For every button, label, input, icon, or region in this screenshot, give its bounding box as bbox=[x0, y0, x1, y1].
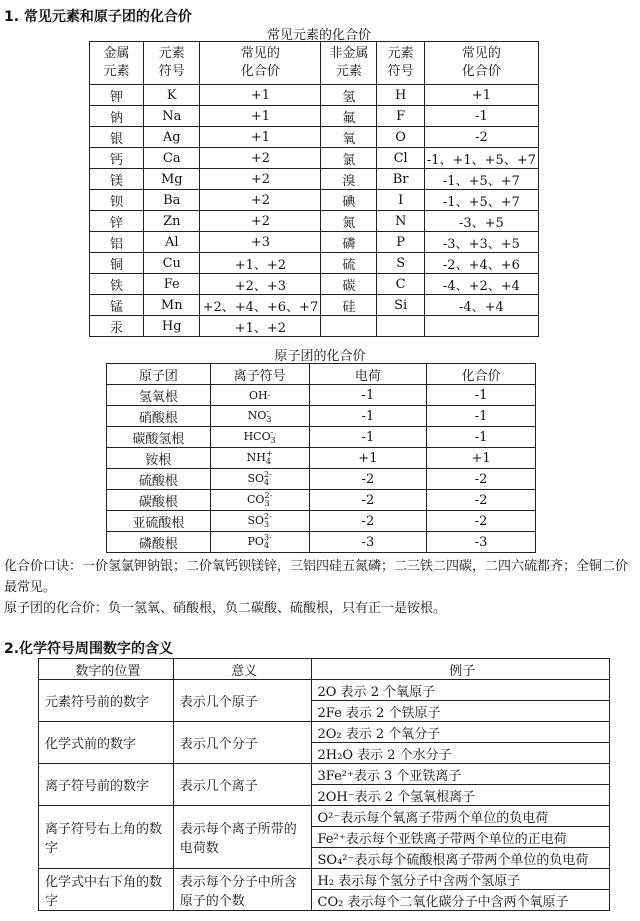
table1-cell bbox=[321, 316, 377, 337]
ion-base: HCO bbox=[243, 430, 271, 443]
ion-subscript: 3 bbox=[264, 499, 270, 508]
ion-base: NH bbox=[246, 451, 266, 464]
example-text: O²⁻表示每个氧离子带两个单位的负电荷 bbox=[311, 806, 610, 827]
table1-header-cell: 元素 符号 bbox=[144, 42, 200, 85]
table1-cell: 铁 bbox=[90, 274, 144, 295]
table1-cell bbox=[377, 316, 424, 337]
ion-symbol bbox=[210, 427, 309, 448]
table1-cell: -3、+3、+5 bbox=[424, 232, 538, 253]
table1-cell: 锰 bbox=[90, 295, 144, 316]
example-text: 2H₂O 表示 2 个水分子 bbox=[311, 743, 610, 764]
ion-charge-stack bbox=[264, 492, 272, 508]
ion-superscript: - bbox=[266, 407, 270, 416]
table-row bbox=[39, 764, 610, 785]
table3-header-cell: 数字的位置 bbox=[39, 659, 174, 680]
ion-charge: -1 bbox=[309, 427, 427, 448]
ion-base: SO bbox=[247, 514, 265, 527]
table1-cell: +2 bbox=[200, 211, 321, 232]
table-row bbox=[107, 469, 536, 490]
table-row bbox=[107, 490, 536, 511]
ion-charge: +1 bbox=[309, 448, 427, 469]
ion-subscript: 3 bbox=[270, 436, 276, 445]
table1-cell: 氮 bbox=[321, 211, 377, 232]
table1-cell: -3、+5 bbox=[424, 211, 538, 232]
table-row bbox=[90, 148, 539, 169]
ion-superscript: 3- bbox=[263, 533, 272, 542]
table3-header-row bbox=[39, 659, 610, 680]
ion-subscript: 3 bbox=[264, 520, 270, 529]
table-row bbox=[39, 680, 610, 701]
ion-superscript: + bbox=[265, 449, 273, 458]
ion-subscript: 3 bbox=[266, 415, 272, 424]
notes bbox=[4, 556, 638, 619]
ion-symbol bbox=[210, 469, 309, 490]
table-row bbox=[107, 511, 536, 532]
table1-cell: 碳 bbox=[321, 274, 377, 295]
table1-cell: 钙 bbox=[90, 148, 144, 169]
radical-name: 氢氧根 bbox=[107, 385, 211, 406]
table-row bbox=[90, 316, 539, 337]
table1-cell: 钠 bbox=[90, 106, 144, 127]
section2-title: 2.化学符号周围数字的含义 bbox=[4, 641, 174, 657]
example-text: 2O 表示 2 个氧原子 bbox=[311, 680, 610, 701]
table1-cell: Hg bbox=[144, 316, 200, 337]
table1-cell: Cu bbox=[144, 253, 200, 274]
table1-cell: Fe bbox=[144, 274, 200, 295]
radical-valence: -2 bbox=[427, 511, 536, 532]
table-row bbox=[90, 190, 539, 211]
table1-cell: N bbox=[377, 211, 424, 232]
ion-charge: -1 bbox=[309, 385, 427, 406]
table-row bbox=[90, 295, 539, 316]
radical-valence-note: 原子团的化合价：负一氢氧、硝酸根，负二碳酸、硫酸根，只有正一是铵根。 bbox=[4, 601, 447, 616]
table1-cell: Al bbox=[144, 232, 200, 253]
section1-title: 1. 常见元素和原子团的化合价 bbox=[4, 9, 192, 25]
table1-cell: O bbox=[377, 127, 424, 148]
number-position: 离子符号右上角的数字 bbox=[39, 806, 174, 869]
table1-cell: +1 bbox=[200, 127, 321, 148]
table1-cell: 氢 bbox=[321, 85, 377, 106]
table1-cell: 铜 bbox=[90, 253, 144, 274]
table-row bbox=[90, 253, 539, 274]
ion-charge: -2 bbox=[309, 490, 427, 511]
ion-superscript: - bbox=[267, 390, 271, 400]
table1-cell: +2、+4、+6、+7 bbox=[200, 295, 321, 316]
ion-superscript: 2- bbox=[264, 491, 273, 500]
table1-cell: 镁 bbox=[90, 169, 144, 190]
table1-cell: C bbox=[377, 274, 424, 295]
table1-cell: -4、+4 bbox=[424, 295, 538, 316]
ion-superscript: 2- bbox=[264, 470, 272, 479]
table-row bbox=[90, 106, 539, 127]
table1-cell: 碘 bbox=[321, 190, 377, 211]
example-text: Fe²⁺表示每个亚铁离子带两个单位的正电荷 bbox=[311, 827, 610, 848]
table3-header-cell: 意义 bbox=[173, 659, 311, 680]
table2-header-cell: 原子团 bbox=[107, 364, 211, 385]
ion-symbol bbox=[210, 490, 309, 511]
element-valence-table bbox=[89, 41, 539, 337]
table-row bbox=[107, 385, 536, 406]
ion-charge-stack bbox=[264, 534, 272, 550]
table1-header-row bbox=[90, 42, 539, 85]
table1-cell: 氧 bbox=[321, 127, 377, 148]
table1-cell: -1、+5、+7 bbox=[424, 190, 538, 211]
table1-header-cell: 元素 符号 bbox=[377, 42, 424, 85]
table1-cell: +1 bbox=[424, 85, 538, 106]
radical-name: 磷酸根 bbox=[107, 532, 211, 553]
table1-cell: 银 bbox=[90, 127, 144, 148]
table1-cell: 硅 bbox=[321, 295, 377, 316]
table1-caption: 常见元素的化合价 bbox=[266, 28, 371, 43]
table1-header-cell: 常见的 化合价 bbox=[424, 42, 538, 85]
table1-cell: +1 bbox=[200, 106, 321, 127]
table-row bbox=[39, 806, 610, 827]
ion-charge: -1 bbox=[309, 406, 427, 427]
example-text: 3Fe²⁺表示 3 个亚铁离子 bbox=[311, 764, 610, 785]
table1-cell: +2 bbox=[200, 148, 321, 169]
radical-name: 碳酸根 bbox=[107, 490, 211, 511]
table1-cell: K bbox=[144, 85, 200, 106]
table1-cell: 硫 bbox=[321, 253, 377, 274]
ion-symbol bbox=[210, 385, 309, 406]
table-row bbox=[90, 85, 539, 106]
table1-cell: 铝 bbox=[90, 232, 144, 253]
number-meaning-table bbox=[38, 658, 610, 911]
table1-cell: -1、+5、+7 bbox=[424, 169, 538, 190]
ion-charge-stack bbox=[264, 513, 272, 529]
table1-cell: +1、+2 bbox=[200, 253, 321, 274]
table1-cell: +2 bbox=[200, 190, 321, 211]
table-row bbox=[107, 427, 536, 448]
table1-cell: 溴 bbox=[321, 169, 377, 190]
example-text: SO₄²⁻表示每个硫酸根离子带两个单位的负电荷 bbox=[311, 848, 610, 869]
radical-valence: -2 bbox=[427, 490, 536, 511]
radical-name: 硫酸根 bbox=[107, 469, 211, 490]
number-meaning: 表示几个离子 bbox=[173, 764, 311, 806]
ion-charge: -2 bbox=[309, 469, 427, 490]
table1-cell: Na bbox=[144, 106, 200, 127]
table1-cell: 钡 bbox=[90, 190, 144, 211]
ion-symbol bbox=[210, 448, 309, 469]
table1-cell: +2、+3 bbox=[200, 274, 321, 295]
ion-charge-stack bbox=[268, 392, 271, 400]
ion-charge-stack bbox=[266, 450, 273, 466]
table1-cell: 钾 bbox=[90, 85, 144, 106]
table1-cell: F bbox=[377, 106, 424, 127]
table1-cell: Ca bbox=[144, 148, 200, 169]
table-row bbox=[90, 127, 539, 148]
table1-header-cell: 金属 元素 bbox=[90, 42, 144, 85]
table1-header-cell: 常见的 化合价 bbox=[200, 42, 321, 85]
radical-valence: -1 bbox=[427, 385, 536, 406]
ion-symbol bbox=[210, 511, 309, 532]
ion-charge-stack bbox=[271, 429, 276, 445]
number-meaning: 表示几个分子 bbox=[173, 722, 311, 764]
table1-cell: Mn bbox=[144, 295, 200, 316]
table1-cell: Mg bbox=[144, 169, 200, 190]
table1-cell: P bbox=[377, 232, 424, 253]
table3-header-cell: 例子 bbox=[311, 659, 610, 680]
radical-valence: -2 bbox=[427, 469, 536, 490]
table1-cell: 氯 bbox=[321, 148, 377, 169]
table1-cell: -2、+4、+6 bbox=[424, 253, 538, 274]
number-meaning: 表示每个分子中所含原子的个数 bbox=[173, 869, 311, 911]
table2-caption: 原子团的化合价 bbox=[274, 349, 366, 364]
table1-cell: Ba bbox=[144, 190, 200, 211]
ion-symbol bbox=[210, 406, 309, 427]
table1-cell: S bbox=[377, 253, 424, 274]
ion-base: CO bbox=[247, 493, 265, 506]
ion-charge-stack bbox=[264, 471, 272, 487]
table1-cell: +1、+2 bbox=[200, 316, 321, 337]
table1-cell: Cl bbox=[377, 148, 424, 169]
radical-valence: -3 bbox=[427, 532, 536, 553]
radical-valence-table bbox=[106, 363, 536, 553]
example-text: 2O₂ 表示 2 个氧分子 bbox=[311, 722, 610, 743]
number-position: 化学式中右下角的数字 bbox=[39, 869, 174, 911]
table-row bbox=[107, 448, 536, 469]
number-meaning: 表示每个离子所带的电荷数 bbox=[173, 806, 311, 869]
table-row bbox=[90, 169, 539, 190]
table1-cell: H bbox=[377, 85, 424, 106]
radical-name: 亚硫酸根 bbox=[107, 511, 211, 532]
table-row bbox=[39, 722, 610, 743]
table2-header-row bbox=[107, 364, 536, 385]
ion-symbol bbox=[210, 532, 309, 553]
table-row bbox=[90, 274, 539, 295]
table-row bbox=[90, 232, 539, 253]
radical-name: 碳酸氢根 bbox=[107, 427, 211, 448]
table2-header-cell: 化合价 bbox=[427, 364, 536, 385]
ion-base: OH bbox=[248, 388, 268, 402]
ion-charge: -2 bbox=[309, 511, 427, 532]
table1-cell: Zn bbox=[144, 211, 200, 232]
table1-cell: +1 bbox=[200, 85, 321, 106]
table-row bbox=[39, 869, 610, 890]
table1-cell bbox=[424, 316, 538, 337]
table1-cell: -4、+2、+4 bbox=[424, 274, 538, 295]
table1-cell: 氟 bbox=[321, 106, 377, 127]
radical-name: 硝酸根 bbox=[107, 406, 211, 427]
number-meaning: 表示几个原子 bbox=[173, 680, 311, 722]
table1-cell: -1、+1、+5、+7 bbox=[424, 148, 538, 169]
example-text: 2OH⁻表示 2 个氢氧根离子 bbox=[311, 785, 610, 806]
ion-charge: -3 bbox=[309, 532, 427, 553]
table1-cell: Si bbox=[377, 295, 424, 316]
ion-subscript: 4 bbox=[264, 478, 270, 487]
number-position: 元素符号前的数字 bbox=[39, 680, 174, 722]
table1-cell: I bbox=[377, 190, 424, 211]
radical-valence: -1 bbox=[427, 406, 536, 427]
table-row bbox=[90, 211, 539, 232]
table2-header-cell: 离子符号 bbox=[210, 364, 309, 385]
example-text: H₂ 表示每个氢分子中含两个氢原子 bbox=[311, 869, 610, 890]
ion-subscript: 4 bbox=[265, 457, 271, 466]
table2-header-cell: 电荷 bbox=[309, 364, 427, 385]
ion-superscript: 2- bbox=[264, 512, 272, 521]
table-row bbox=[107, 532, 536, 553]
example-text: CO₂ 表示每个二氧化碳分子中含两个氧原子 bbox=[311, 890, 610, 911]
valence-mnemonic: 化合价口诀：一价氢氯钾钠银；二价氧钙钡镁锌，三铝四硅五氮磷；二三铁二四碳，二四六硫都齐；全铜二价最常见。 bbox=[4, 559, 629, 595]
ion-superscript: - bbox=[270, 428, 274, 437]
table-row bbox=[107, 406, 536, 427]
table1-cell: +3 bbox=[200, 232, 321, 253]
ion-base: PO bbox=[247, 535, 264, 548]
radical-name: 铵根 bbox=[107, 448, 211, 469]
table1-cell: -1 bbox=[424, 106, 538, 127]
table1-cell: Ag bbox=[144, 127, 200, 148]
ion-base: SO bbox=[247, 472, 265, 485]
number-position: 离子符号前的数字 bbox=[39, 764, 174, 806]
table1-cell: 磷 bbox=[321, 232, 377, 253]
table1-header-cell: 非金属 元素 bbox=[321, 42, 377, 85]
radical-valence: +1 bbox=[427, 448, 536, 469]
table1-cell: -2 bbox=[424, 127, 538, 148]
ion-charge-stack bbox=[266, 408, 271, 424]
ion-base: NO bbox=[247, 409, 267, 422]
ion-subscript: 4 bbox=[263, 541, 270, 550]
example-text: 2Fe 表示 2 个铁原子 bbox=[311, 701, 610, 722]
number-position: 化学式前的数字 bbox=[39, 722, 174, 764]
table1-cell: +2 bbox=[200, 169, 321, 190]
radical-valence: -1 bbox=[427, 427, 536, 448]
table1-cell: Br bbox=[377, 169, 424, 190]
table1-cell: 锌 bbox=[90, 211, 144, 232]
table1-cell: 汞 bbox=[90, 316, 144, 337]
